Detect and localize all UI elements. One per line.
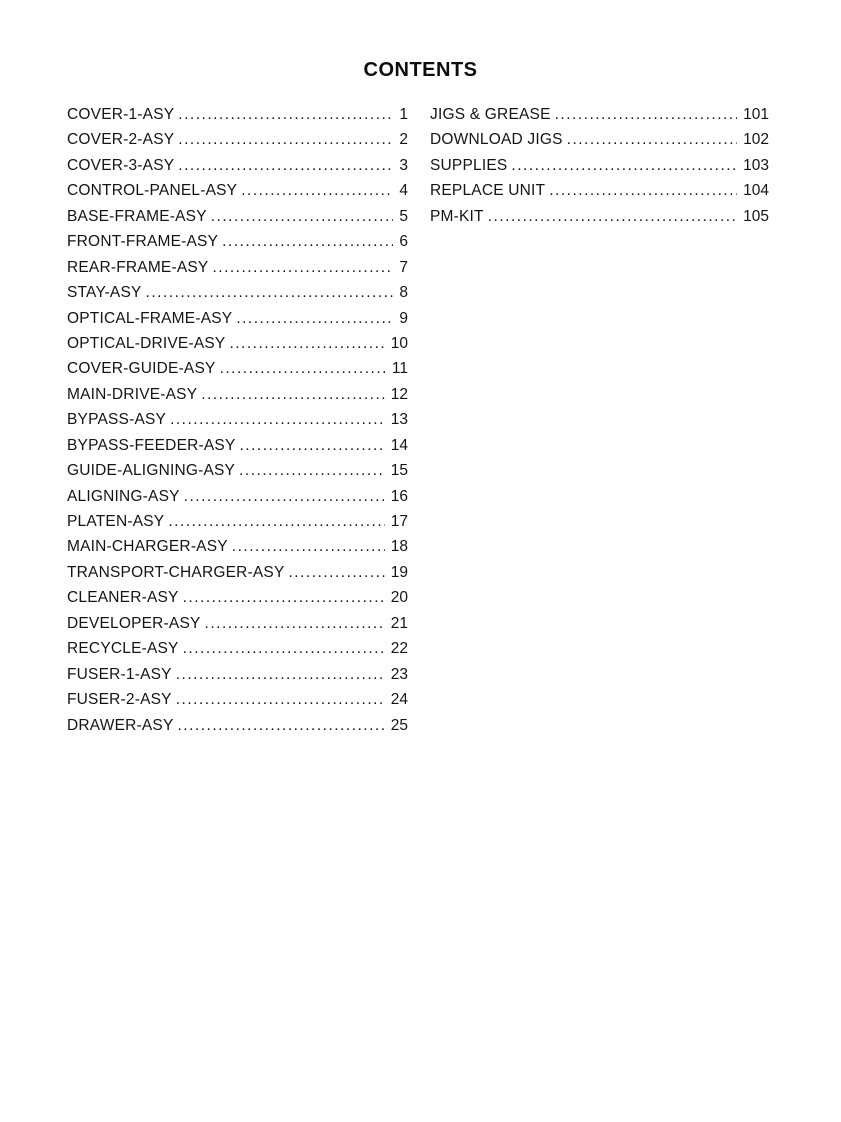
toc-entry-page: 13 [390,411,408,429]
toc-entry [67,284,408,309]
toc-entry-label: DRAWER-ASY [67,716,174,734]
toc-entry [67,310,408,335]
toc-entry-page: 24 [390,691,408,709]
toc-dot-leader [549,182,737,200]
toc-entry-label: COVER-GUIDE-ASY [67,360,216,378]
toc-entry-page: 17 [390,513,408,530]
toc-entry-label: GUIDE-ALIGNING-ASY [67,462,236,480]
toc-entry-label: MAIN-CHARGER-ASY [67,538,228,556]
toc-entry [67,233,408,258]
toc-dot-leader [236,310,393,328]
toc-entry [67,182,408,207]
toc-dot-leader [212,259,393,277]
toc-entry [67,666,408,691]
toc-entry-label: PLATEN-ASY [67,513,165,530]
toc-dot-leader [176,691,385,709]
toc-entry [430,157,769,182]
toc-entry-label: ALIGNING-ASY [67,487,180,505]
toc-entry-label: PM-KIT [430,207,484,225]
toc-entry [67,131,408,156]
toc-dot-leader [229,335,384,353]
toc-entry [67,589,408,614]
toc-entry-page: 9 [399,309,408,327]
toc-entry-label: REAR-FRAME-ASY [67,258,209,276]
toc-entry-page: 4 [399,182,408,200]
toc-entry [67,157,408,182]
toc-entry-page: 1 [399,106,408,123]
toc-entry-page: 12 [390,385,408,403]
toc-dot-leader [176,666,385,684]
toc-entry-label: COVER-3-ASY [67,156,175,174]
toc-dot-leader [239,462,385,480]
toc-entry [67,335,408,360]
toc-entry-page: 20 [390,589,408,607]
toc-dot-leader [184,488,385,506]
toc-entry-page: 102 [743,131,769,149]
page-title: CONTENTS [363,59,478,81]
toc-entry-page: 10 [390,334,408,352]
toc-entry-label: SUPPLIES [430,156,508,174]
toc-entry-label: DEVELOPER-ASY [67,614,201,632]
toc-entry [67,691,408,716]
toc-dot-leader [183,640,385,658]
toc-entry-label: BYPASS-FEEDER-ASY [67,436,236,454]
toc-dot-leader [178,717,385,735]
toc-dot-leader [488,208,737,226]
toc-entry [67,411,408,436]
toc-entry-label: FUSER-1-ASY [67,665,172,683]
toc-dot-leader [168,513,384,531]
toc-entry-label: COVER-2-ASY [67,131,175,149]
toc-entry [67,259,408,284]
toc-dot-leader [183,589,385,607]
toc-dot-leader [567,131,737,149]
toc-entry-page: 22 [390,640,408,658]
toc-entry [430,182,769,207]
toc-dot-leader [511,157,737,175]
toc-column-right [430,106,769,742]
toc-entry-page: 5 [399,207,408,225]
toc-entry-label: CONTROL-PANEL-ASY [67,182,238,200]
toc-dot-leader [178,106,393,124]
toc-entry [67,538,408,563]
toc-entry-page: 7 [399,258,408,276]
toc-entry-page: 2 [399,131,408,149]
toc-dot-leader [146,284,394,302]
toc-entry-label: FUSER-2-ASY [67,691,172,709]
toc-entry-page: 3 [399,156,408,174]
toc-dot-leader [220,360,386,378]
toc-entry [67,386,408,411]
toc-entry-label: MAIN-DRIVE-ASY [67,385,198,403]
toc-entry-label: DOWNLOAD JIGS [430,131,563,149]
toc-entry-label: OPTICAL-DRIVE-ASY [67,334,226,352]
toc-entry [67,437,408,462]
toc-entry [67,717,408,742]
toc-dot-leader [205,615,385,633]
toc-entry [430,131,769,156]
toc-entry-page: 21 [390,614,408,632]
toc-entry-label: FRONT-FRAME-ASY [67,233,219,251]
toc-entry-label: STAY-ASY [67,284,142,302]
toc-dot-leader [289,564,385,582]
toc-entry [67,640,408,665]
toc-entry-page: 25 [390,716,408,734]
toc-entry-page: 105 [743,207,769,225]
toc-entry [430,208,769,233]
toc-entry [67,462,408,487]
toc-entry-page: 19 [390,563,408,581]
toc-entry-label: RECYCLE-ASY [67,640,179,658]
toc-entry [67,488,408,513]
toc-entry [67,513,408,538]
toc-dot-leader [211,208,394,226]
toc-dot-leader [170,411,385,429]
toc-entry-page: 101 [743,106,769,123]
toc-entry-page: 6 [399,233,408,251]
toc-entry [67,564,408,589]
toc-entry [67,208,408,233]
toc-entry-page: 104 [743,182,769,200]
toc-entry-label: COVER-1-ASY [67,106,175,123]
toc-entry-label: BYPASS-ASY [67,411,167,429]
toc-entry-page: 23 [390,665,408,683]
toc-entry-page: 103 [743,156,769,174]
toc-entry-label: REPLACE UNIT [430,182,546,200]
toc-entry [67,106,408,131]
toc-entry [430,106,769,131]
toc-entry-page: 11 [391,360,408,378]
toc-entry [67,615,408,640]
toc-entry-page: 16 [390,487,408,505]
toc-entry-label: BASE-FRAME-ASY [67,207,207,225]
toc-dot-leader [555,106,738,124]
toc-entry-page: 14 [390,436,408,454]
toc-entry-label: CLEANER-ASY [67,589,179,607]
toc-container [0,106,841,742]
toc-entry-page: 8 [399,284,408,302]
toc-dot-leader [201,386,384,404]
toc-entry-page: 18 [390,538,408,556]
toc-dot-leader [178,131,393,149]
toc-entry-page: 15 [390,462,408,480]
toc-column-left [67,106,408,742]
toc-entry-label: TRANSPORT-CHARGER-ASY [67,563,285,581]
toc-dot-leader [241,182,393,200]
toc-dot-leader [222,233,393,251]
toc-dot-leader [178,157,393,175]
toc-entry [67,360,408,385]
toc-dot-leader [232,538,385,556]
toc-dot-leader [240,437,385,455]
toc-entry-label: OPTICAL-FRAME-ASY [67,309,233,327]
toc-entry-label: JIGS & GREASE [430,106,551,123]
